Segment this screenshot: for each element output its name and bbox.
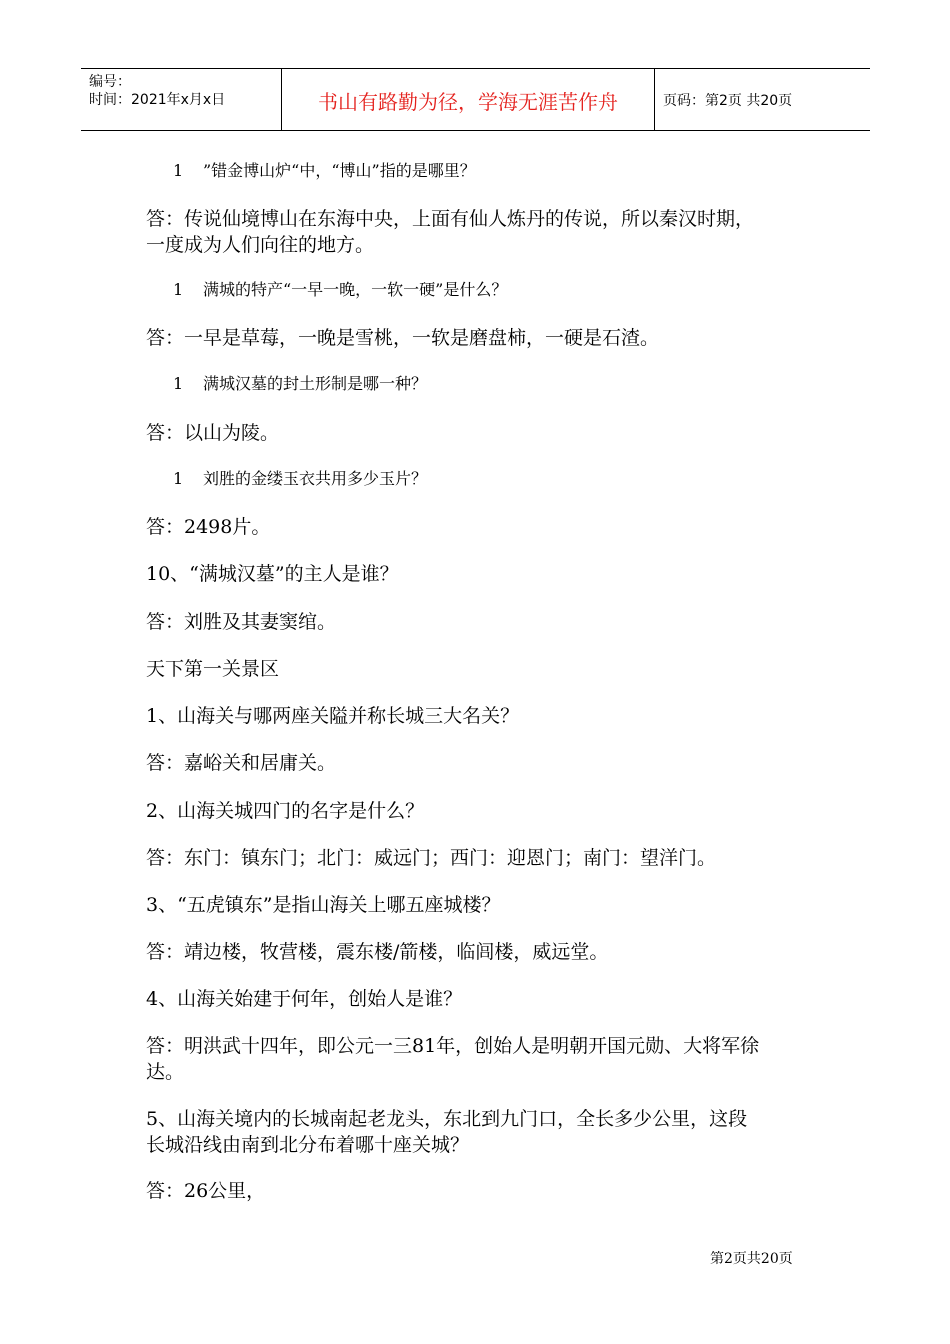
answer-text: 答：明洪武十四年，即公元一三81年，创始人是明朝开国元勋、大将军徐 <box>146 1035 760 1057</box>
question-number: 1 <box>173 374 184 393</box>
question-item <box>173 158 476 181</box>
answer-text: 答：东门：镇东门；北门：威远门；西门：迎恩门；南门：望洋门。 <box>146 847 717 869</box>
question-text: 满城的特产“一早一晚，一软一硬”是什么？ <box>203 280 508 299</box>
question-text: 1、山海关与哪两座关隘并称长城三大名关？ <box>146 705 520 727</box>
page-header <box>81 68 870 131</box>
question-text: ”错金博山炉“中，“博山”指的是哪里？ <box>203 161 476 180</box>
footer-page-number: 第2页共20页 <box>710 1251 793 1267</box>
answer-text: 一度成为人们向往的地方。 <box>146 234 375 256</box>
question-text: 10、“满城汉墓”的主人是谁？ <box>146 563 399 585</box>
answer-text: 答：刘胜及其妻窦绾。 <box>146 611 337 633</box>
question-text: 2、山海关城四门的名字是什么？ <box>146 800 425 822</box>
question-text: 4、山海关始建于何年，创始人是谁？ <box>146 988 463 1010</box>
question-item <box>173 466 427 489</box>
header-page-number: 页码：第2页 共20页 <box>663 93 793 109</box>
answer-text: 答：26公里， <box>146 1180 266 1202</box>
answer-text: 答：靖边楼，牧营楼，震东楼/箭楼，临闾楼，威远堂。 <box>146 941 609 963</box>
header-page-cell <box>655 69 870 130</box>
question-item <box>173 277 507 300</box>
question-number: 1 <box>173 469 184 488</box>
answer-text: 答：传说仙境博山在东海中央，上面有仙人炼丹的传说，所以秦汉时期， <box>146 208 755 230</box>
header-motto: 书山有路勤为径，学海无涯苦作舟 <box>318 90 618 114</box>
question-number: 1 <box>173 161 184 180</box>
question-item <box>173 371 427 394</box>
answer-text: 答：一早是草莓，一晚是雪桃，一软是磨盘柿，一硬是石渣。 <box>146 327 660 349</box>
question-text: 3、“五虎镇东”是指山海关上哪五座城楼？ <box>146 894 501 916</box>
question-text: 满城汉墓的封土形制是哪一种？ <box>203 374 428 393</box>
answer-text: 答：2498片。 <box>146 516 271 538</box>
document-code: 编号： <box>89 74 131 90</box>
question-text: 长城沿线由南到北分布着哪十座关城？ <box>146 1134 470 1156</box>
section-title: 天下第一关景区 <box>146 658 280 680</box>
answer-text: 答：以山为陵。 <box>146 422 280 444</box>
document-time: 时间：2021年x月x日 <box>89 92 226 108</box>
header-motto-cell <box>282 69 655 130</box>
question-number: 1 <box>173 280 184 299</box>
question-text: 刘胜的金缕玉衣共用多少玉片？ <box>203 469 428 488</box>
answer-text: 答：嘉峪关和居庸关。 <box>146 752 337 774</box>
header-meta-cell <box>81 69 282 130</box>
question-text: 5、山海关境内的长城南起老龙头，东北到九门口，全长多少公里，这段 <box>146 1108 748 1130</box>
answer-text: 达。 <box>146 1061 185 1083</box>
